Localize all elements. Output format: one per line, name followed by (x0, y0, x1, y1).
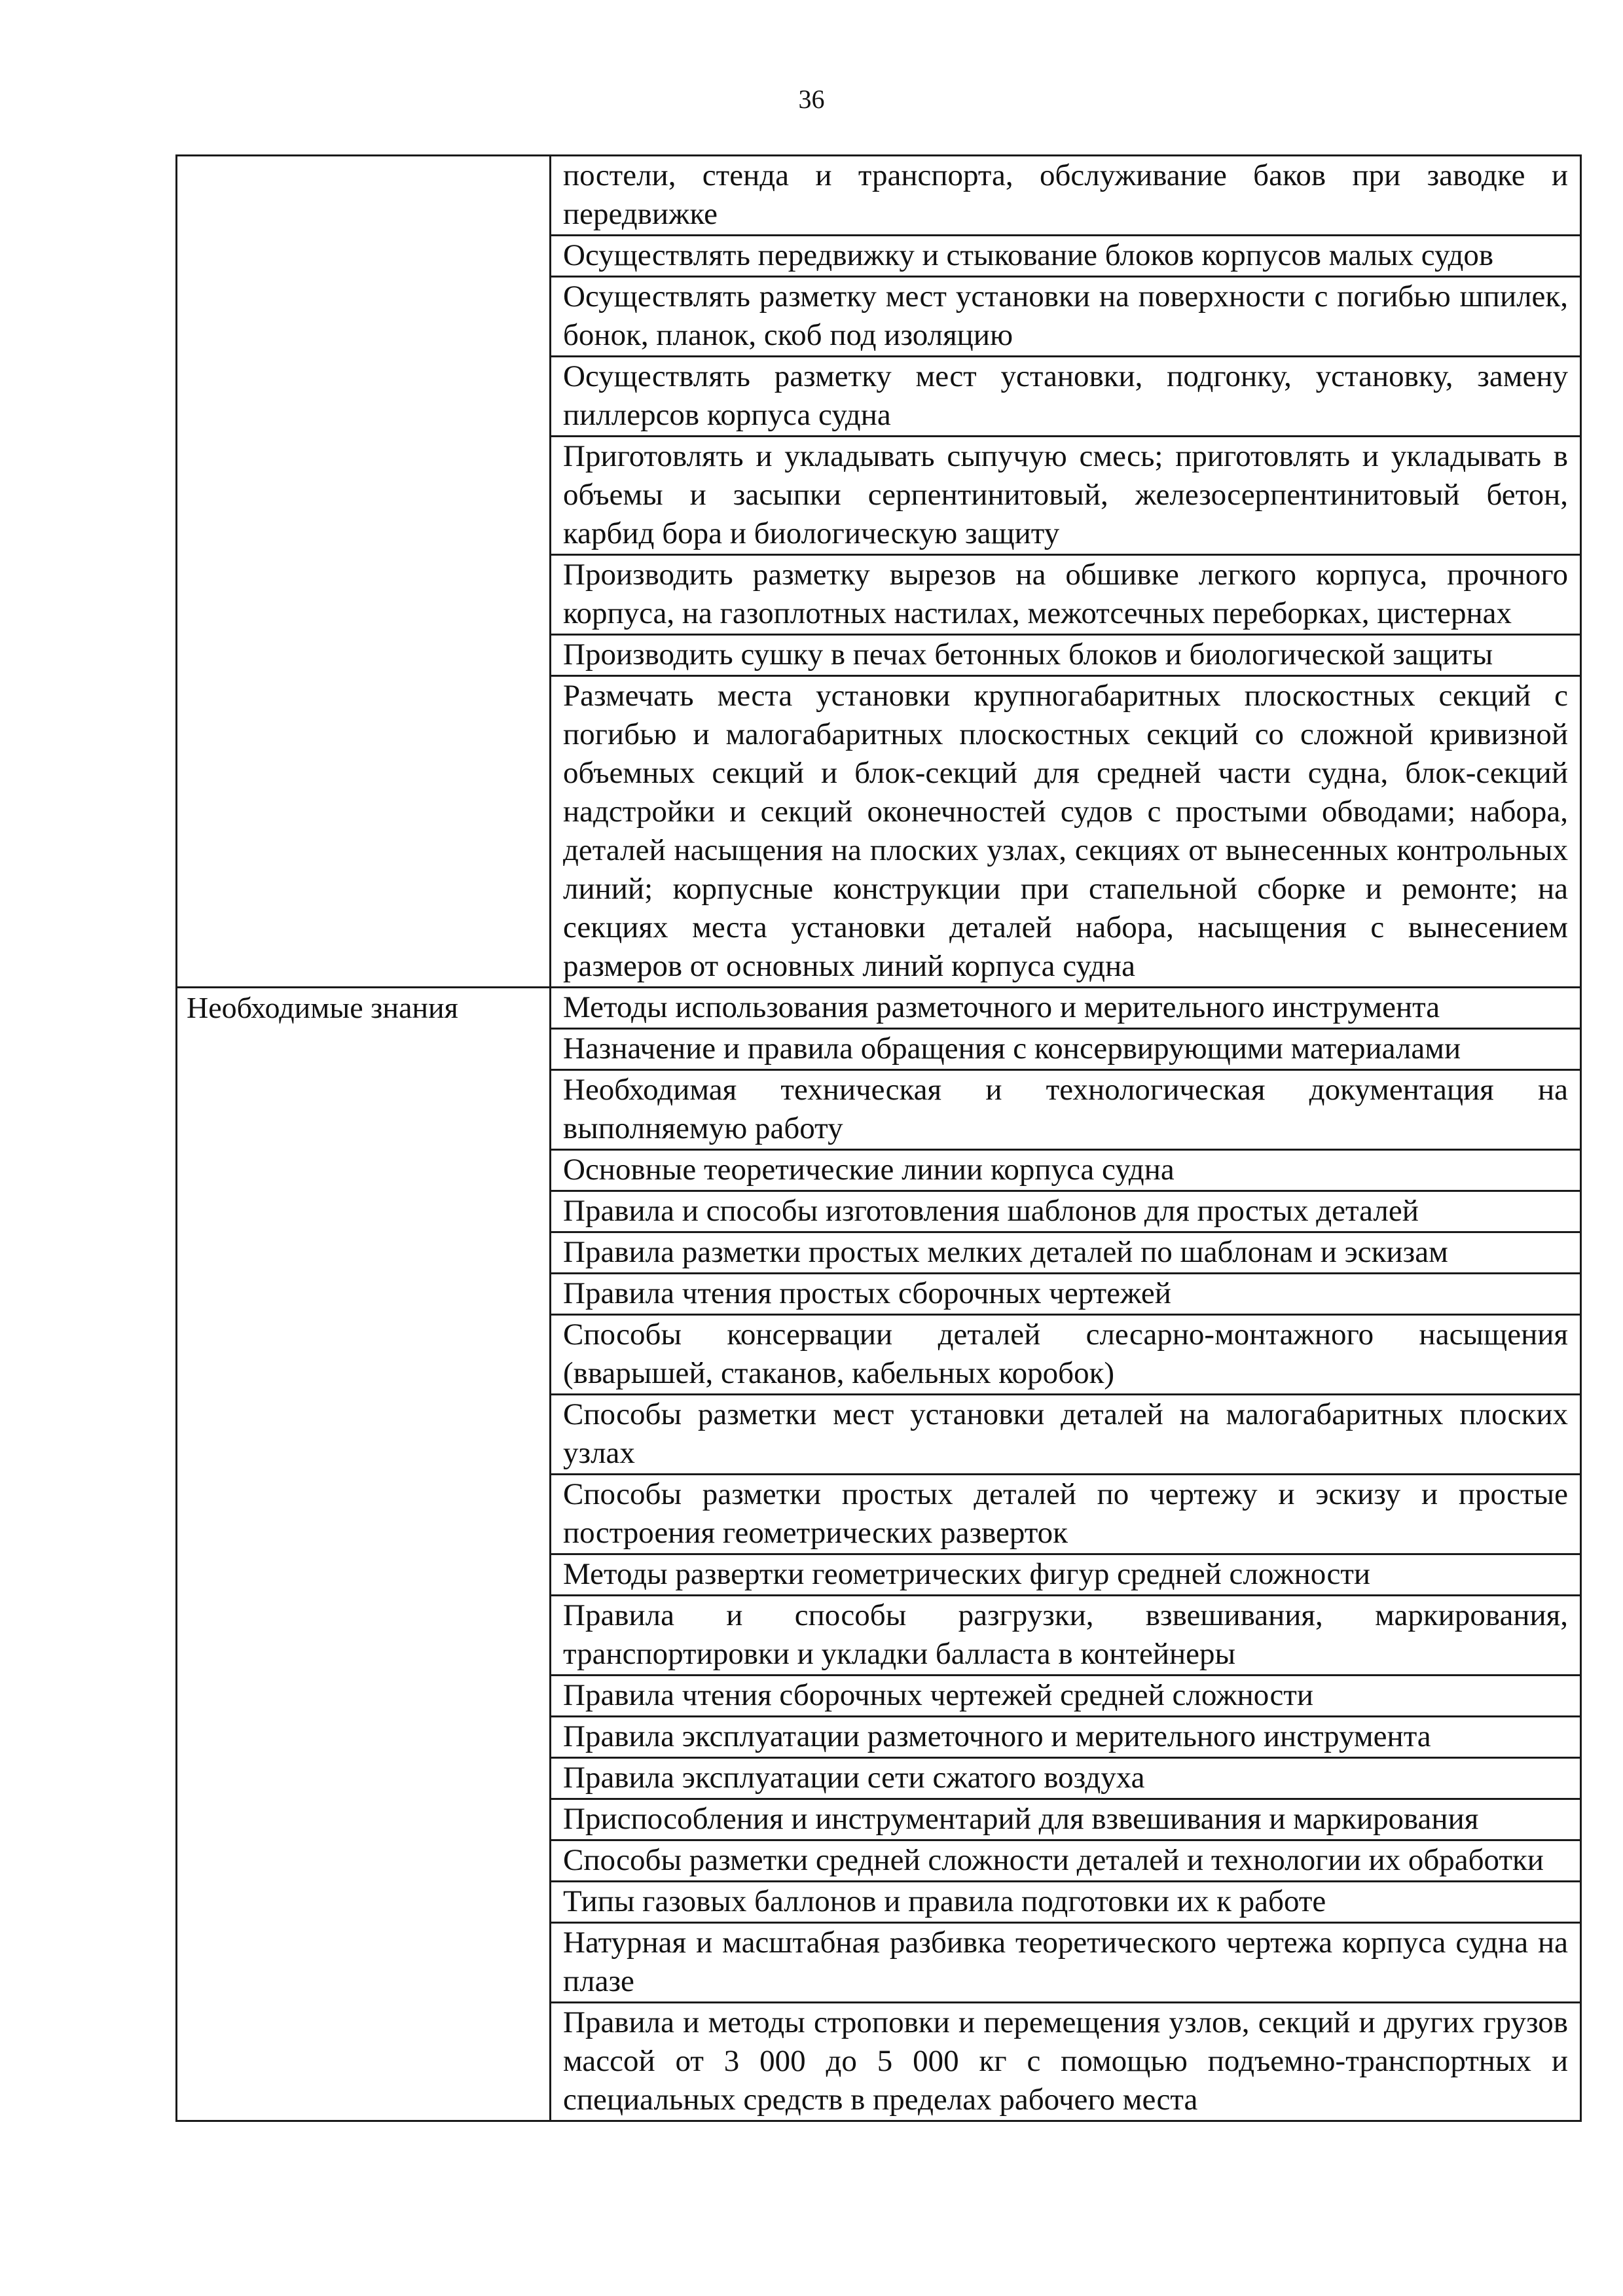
requirement-item: Правила эксплуатации разметочного и мерительного инструмента (551, 1717, 1581, 1758)
requirement-item: Размечать места установки крупногабаритных плоскостных секций с погибью и малогабаритных плоскостных секций со сложной кривизной объемных секций и блок-секций для средней части судна, блок-секций надстройки и секций оконечностей судов с простыми обводами; набора, деталей насыщения на плоских узлах, секциях от вынесенных контрольных линий; корпусные конструкции при стапельной сборке и ремонте; на секциях места установки деталей набора, насыщения с вынесением размеров от основных линий корпуса судна (551, 676, 1581, 988)
requirement-item: постели, стенда и транспорта, обслуживание баков при заводке и передвижке (551, 156, 1581, 236)
requirement-item: Типы газовых баллонов и правила подготовки их к работе (551, 1882, 1581, 1923)
requirement-item: Назначение и правила обращения с консервирующими материалами (551, 1029, 1581, 1070)
table-row (177, 988, 1581, 1029)
section-label-cell (177, 988, 551, 2121)
requirement-item: Правила чтения сборочных чертежей средней сложности (551, 1676, 1581, 1717)
requirement-item: Правила и способы изготовления шаблонов для простых деталей (551, 1191, 1581, 1232)
requirement-item: Правила разметки простых мелких деталей по шаблонам и эскизам (551, 1232, 1581, 1274)
page-number: 36 (798, 84, 825, 114)
section-label: Необходимые знания (187, 991, 458, 1024)
requirement-item: Осуществлять разметку мест установки на поверхности с погибью шпилек, бонок, планок, скоб под изоляцию (551, 277, 1581, 357)
requirement-item: Приготовлять и укладывать сыпучую смесь; приготовлять и укладывать в объемы и засыпки серпентинитовый, железосерпентинитовый бетон, карбид бора и биологическую защиту (551, 437, 1581, 555)
requirement-item: Правила чтения простых сборочных чертежей (551, 1274, 1581, 1315)
requirement-item: Правила и методы строповки и перемещения узлов, секций и других грузов массой от 3 000 до 5 000 кг с помощью подъемно-транспортных и специальных средств в пределах рабочего места (551, 2003, 1581, 2121)
requirement-item: Приспособления и инструментарий для взвешивания и маркирования (551, 1799, 1581, 1840)
requirements-table-body (177, 156, 1581, 2121)
requirements-table (175, 154, 1582, 2122)
requirement-item: Способы разметки мест установки деталей на малогабаритных плоских узлах (551, 1395, 1581, 1475)
requirement-item: Способы консервации деталей слесарно-монтажного насыщения (вварышей, стаканов, кабельных коробок) (551, 1315, 1581, 1395)
requirement-item: Натурная и масштабная разбивка теоретического чертежа корпуса судна на плазе (551, 1923, 1581, 2003)
requirement-item: Методы использования разметочного и мерительного инструмента (551, 988, 1581, 1029)
requirement-item: Правила и способы разгрузки, взвешивания, маркирования, транспортировки и укладки балласта в контейнеры (551, 1596, 1581, 1676)
requirement-item: Основные теоретические линии корпуса судна (551, 1150, 1581, 1191)
table-row (177, 156, 1581, 236)
requirement-item: Правила эксплуатации сети сжатого воздуха (551, 1758, 1581, 1799)
requirement-item: Осуществлять разметку мест установки, подгонку, установку, замену пиллерсов корпуса судна (551, 357, 1581, 437)
requirement-item: Производить разметку вырезов на обшивке легкого корпуса, прочного корпуса, на газоплотных настилах, межотсечных переборках, цистернах (551, 555, 1581, 635)
requirement-item: Осуществлять передвижку и стыкование блоков корпусов малых судов (551, 236, 1581, 277)
requirement-item: Методы развертки геометрических фигур средней сложности (551, 1554, 1581, 1596)
requirement-item: Производить сушку в печах бетонных блоков и биологической защиты (551, 635, 1581, 676)
section-label-cell (177, 156, 551, 988)
requirement-item: Способы разметки средней сложности деталей и технологии их обработки (551, 1840, 1581, 1882)
requirement-item: Необходимая техническая и технологическая документация на выполняемую работу (551, 1070, 1581, 1150)
requirement-item: Способы разметки простых деталей по чертежу и эскизу и простые построения геометрических разверток (551, 1475, 1581, 1554)
